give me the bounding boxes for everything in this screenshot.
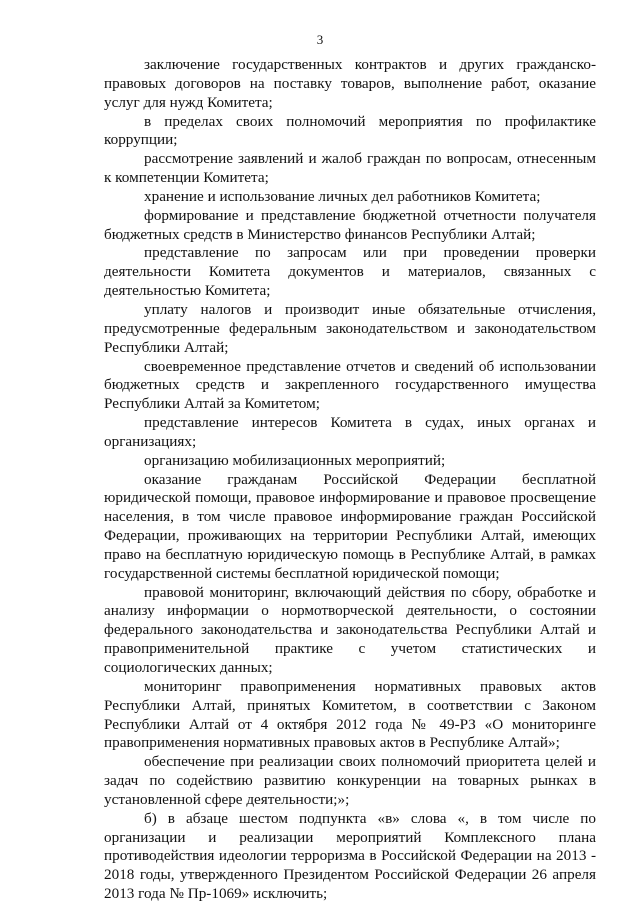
paragraph-taxes: уплату налогов и производит иные обязательные отчисления, предусмотренные федеральным законодательством и законодательством Республики Алтай; <box>104 300 596 356</box>
paragraph-reports: своевременное представление отчетов и сведений об использовании бюджетных средств и закрепленного государственного имущества Республики Алтай за Комитетом; <box>104 357 596 413</box>
paragraph-legal-monitoring: правовой мониторинг, включающий действия по сбору, обработке и анализу информации о нормотворческой деятельности, о состоянии федерального законодательства и законодательства Республики Алтай и правоприменительной практике с учетом статистических и социологических данных; <box>104 583 596 676</box>
paragraph-inspections: представление по запросам или при проведении проверки деятельности Комитета документов и материалов, связанных с деятельностью Комитета; <box>104 244 596 300</box>
document-body <box>104 56 596 904</box>
paragraph-mobilization: организацию мобилизационных мероприятий; <box>144 451 446 469</box>
paragraph-legal-aid: оказание гражданам Российской Федерации бесплатной юридической помощи, правовое информирование и правовое просвещение населения, в том числе правовое информирование граждан Российской Федерации, проживающих на территории Республики Алтай, имеющих право на бесплатную юридическую помощь в Республике Алтай, в рамках государственной системы бесплатной юридической помощи; <box>104 470 596 582</box>
paragraph-representation: представление интересов Комитета в судах, иных органах и организациях; <box>104 414 596 450</box>
paragraph-contracts: заключение государственных контрактов и других гражданско-правовых договоров на поставку товаров, выполнение работ, оказание услуг для нужд Комитета; <box>104 56 596 111</box>
paragraph-budget-reporting: формирование и представление бюджетной отчетности получателя бюджетных средств в Министерство финансов Республики Алтай; <box>104 206 596 243</box>
paragraph-personnel-files: хранение и использование личных дел работников Комитета; <box>144 187 541 205</box>
page-number: 3 <box>316 32 324 47</box>
paragraph-anticorruption: в пределах своих полномочий мероприятия по профилактике коррупции; <box>104 112 596 149</box>
paragraph-competition: обеспечение при реализации своих полномочий приоритета целей и задач по содействию развитию конкуренции на товарных рынках в установленной сфере деятельности;»; <box>104 753 596 808</box>
paragraph-amendment-b: б) в абзаце шестом подпункта «в» слова «, в том числе по организации и реализации мероприятий Комплексного плана противодействия идеологии терроризма в Российской Федерации на 2013 - 2018 годы, утвержденного Президентом Российской Федерации 26 апреля 2013 года № Пр-1069» исключить; <box>104 809 596 903</box>
paragraph-enforcement-monitoring: мониторинг правоприменения нормативных правовых актов Республики Алтай, принятых Комитетом, в соответствии с Законом Республики Алтай от 4 октября 2012 года № 49-РЗ «О мониторинге правоприменения нормативных правовых актов в Республике Алтай»; <box>104 677 596 752</box>
paragraph-complaints: рассмотрение заявлений и жалоб граждан по вопросам, отнесенным к компетенции Комитета; <box>104 150 596 187</box>
